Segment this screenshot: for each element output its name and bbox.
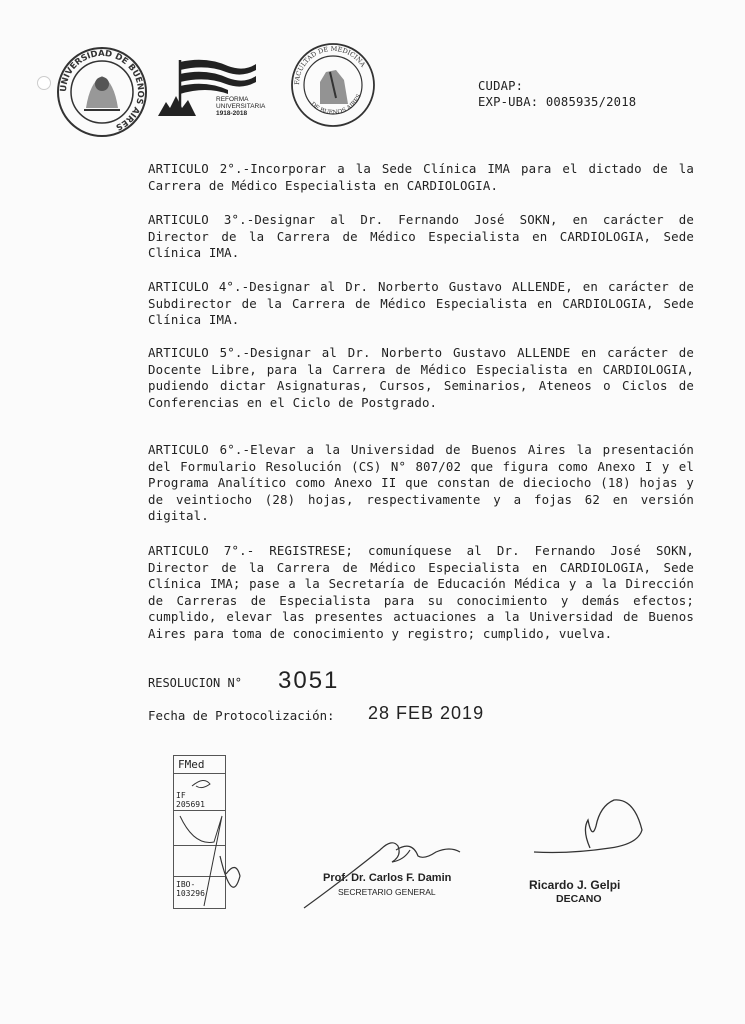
article-text: ARTICULO 2°.-Incorporar a la Sede Clínica IMA para el dictado de la Carrera de Médico Especialista en CARDIOLOGIA. — [148, 161, 694, 193]
article-text: ARTICULO 5°.-Designar al Dr. Norberto Gustavo ALLENDE en carácter de Docente Libre, para la Carrera de Médico Especialista en CARDIOLOGIA, pudiendo dictar Asignaturas, Cursos, Seminarios, Ateneos o Ciclos de Conferencias en el Ciclo de Postgrado. — [148, 345, 694, 410]
decano-title: DECANO — [556, 893, 602, 905]
article-6 — [148, 442, 694, 525]
article-3 — [148, 212, 694, 262]
article-text: ARTICULO 3°.-Designar al Dr. Fernando José SOKN, en carácter de Director de la Carrera de Médico Especialista en CARDIOLOGIA, Sede Clínica IMA. — [148, 212, 694, 261]
fmed-seal-text: FACULTAD DE MEDICINA — [292, 44, 368, 86]
secretario-name: Prof. Dr. Carlos F. Damin — [323, 872, 452, 884]
stamp-code1: 205691 — [176, 800, 205, 809]
protocol-date-label: Fecha de Protocolización: — [148, 708, 335, 723]
stamp-title: FMed — [178, 758, 205, 771]
reforma-logo — [156, 56, 266, 120]
reforma-title: REFORMA — [216, 96, 249, 103]
resolution-number: 3051 — [278, 667, 340, 694]
article-2 — [148, 161, 694, 194]
fmed-initials-stamp — [173, 755, 226, 909]
fmed-seal-logo — [290, 42, 376, 128]
decano-name: Ricardo J. Gelpi — [529, 878, 621, 892]
fmed-seal-bottom-text: DE BUENOS AIRES — [309, 93, 363, 117]
article-5 — [148, 345, 694, 411]
stamp-initials-scribble — [174, 756, 264, 908]
article-7 — [148, 543, 694, 643]
punch-hole — [37, 76, 51, 90]
article-text: ARTICULO 7°.- REGISTRESE; comuníquese al Dr. Fernando José SOKN, Director de la Carrera de Médico Especialista en CARDIOLOGIA, Sede Clínica IMA; pase a la Secretaría de Educación Médica y a la Dirección de Carreras de Especialista para su conocimiento y demás efectos; cumplido, elevar las presentes actuaciones a la Universidad de Buenos Aires para toma de conocimiento y registro; cumplido, vuelva. — [148, 543, 694, 641]
cudap-label: CUDAP: — [478, 79, 524, 93]
article-text: ARTICULO 4°.-Designar al Dr. Norberto Gustavo ALLENDE, en carácter de Subdirector de la Carrera de Médico Especialista en CARDIOLOGIA, Sede Clínica IMA. — [148, 279, 694, 328]
case-reference — [478, 78, 636, 110]
stamp-code2: 103296 — [176, 889, 205, 898]
uba-seal-text: UNIVERSIDAD DE BUENOS AIRES — [58, 48, 146, 132]
stamp-code1-label: IF — [176, 791, 186, 800]
reforma-subtitle: UNIVERSITARIA — [216, 103, 266, 110]
article-4 — [148, 279, 694, 329]
stamp-code2-label: IBO- — [176, 880, 196, 889]
protocol-date-stamp: 28 FEB 2019 — [368, 703, 485, 723]
expediente-number: EXP-UBA: 0085935/2018 — [478, 95, 637, 109]
article-text: ARTICULO 6°.-Elevar a la Universidad de Buenos Aires la presentación del Formulario Resolución (CS) N° 807/02 que figura como Anexo I y el Programa Analítico como Anexo II que constan de dieciocho (18) hojas y de veintiocho (28) hojas, respectivamente y a fojas 62 en versión digital. — [148, 442, 694, 524]
secretario-title: SECRETARIO GENERAL — [338, 887, 436, 897]
reforma-years: 1918-2018 — [216, 110, 248, 117]
resolution-label: RESOLUCION N° — [148, 676, 242, 690]
uba-seal-logo — [56, 46, 148, 138]
decano-signature — [530, 790, 650, 870]
